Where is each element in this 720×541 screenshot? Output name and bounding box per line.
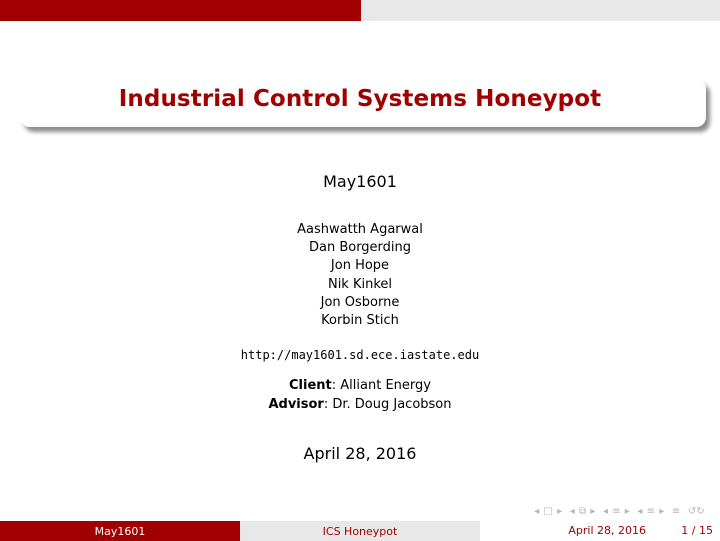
footer-short-title: May1601 (0, 521, 240, 541)
footer-date: April 28, 2016 (568, 524, 646, 537)
presentation-date: April 28, 2016 (303, 444, 417, 463)
client-line (0, 377, 720, 396)
footer (0, 521, 720, 541)
sub-icon[interactable]: ≡ (646, 506, 656, 517)
author: Korbin Stich (321, 313, 399, 329)
advisor-line (0, 396, 720, 415)
footer-short-subject: ICS Honeypot (240, 521, 480, 541)
align-icon[interactable]: ≡ (671, 506, 681, 517)
search-icon[interactable]: ↺↻ (687, 506, 705, 517)
subtitle: May1601 (323, 172, 397, 191)
client-value: : Alliant Energy (331, 378, 431, 393)
navigation-symbols (530, 506, 705, 517)
author-list (0, 221, 720, 330)
section-next-icon[interactable]: ▸ (624, 506, 630, 517)
section-prev-icon[interactable]: ◂ (602, 506, 609, 517)
slide-icon[interactable]: □ (543, 506, 554, 517)
roles (0, 377, 720, 414)
advisor-value: : Dr. Doug Jacobson (323, 396, 452, 412)
progress-bar-fill (0, 0, 361, 21)
page-number: 1 / 15 (681, 524, 713, 537)
presentation-title: Industrial Control Systems Honeypot (118, 86, 602, 112)
advisor-label: Advisor (268, 396, 324, 412)
subsection-prev-icon[interactable]: ◂ (569, 506, 575, 517)
frame-prev-icon[interactable]: ◂ (534, 506, 540, 517)
author: Nik Kinkel (327, 276, 393, 292)
footer-right (480, 521, 720, 541)
author: Jon Hope (330, 258, 390, 274)
author: Dan Borgerding (308, 240, 412, 256)
client-label: Client (289, 378, 332, 393)
author: Jon Osborne (320, 294, 400, 310)
sub-next-icon[interactable]: ▸ (659, 506, 665, 517)
section-icon[interactable]: ≡ (612, 506, 621, 517)
author: Aashwatth Agarwal (297, 222, 423, 237)
subsection-next-icon[interactable]: ▸ (590, 506, 596, 517)
project-url[interactable]: http://may1601.sd.ece.iastate.edu (240, 348, 480, 362)
frame-next-icon[interactable]: ▸ (557, 506, 563, 517)
progress-bar (0, 0, 720, 21)
subsection-icon[interactable]: ⧉ (578, 506, 587, 517)
sub-prev-icon[interactable]: ◂ (637, 506, 643, 517)
